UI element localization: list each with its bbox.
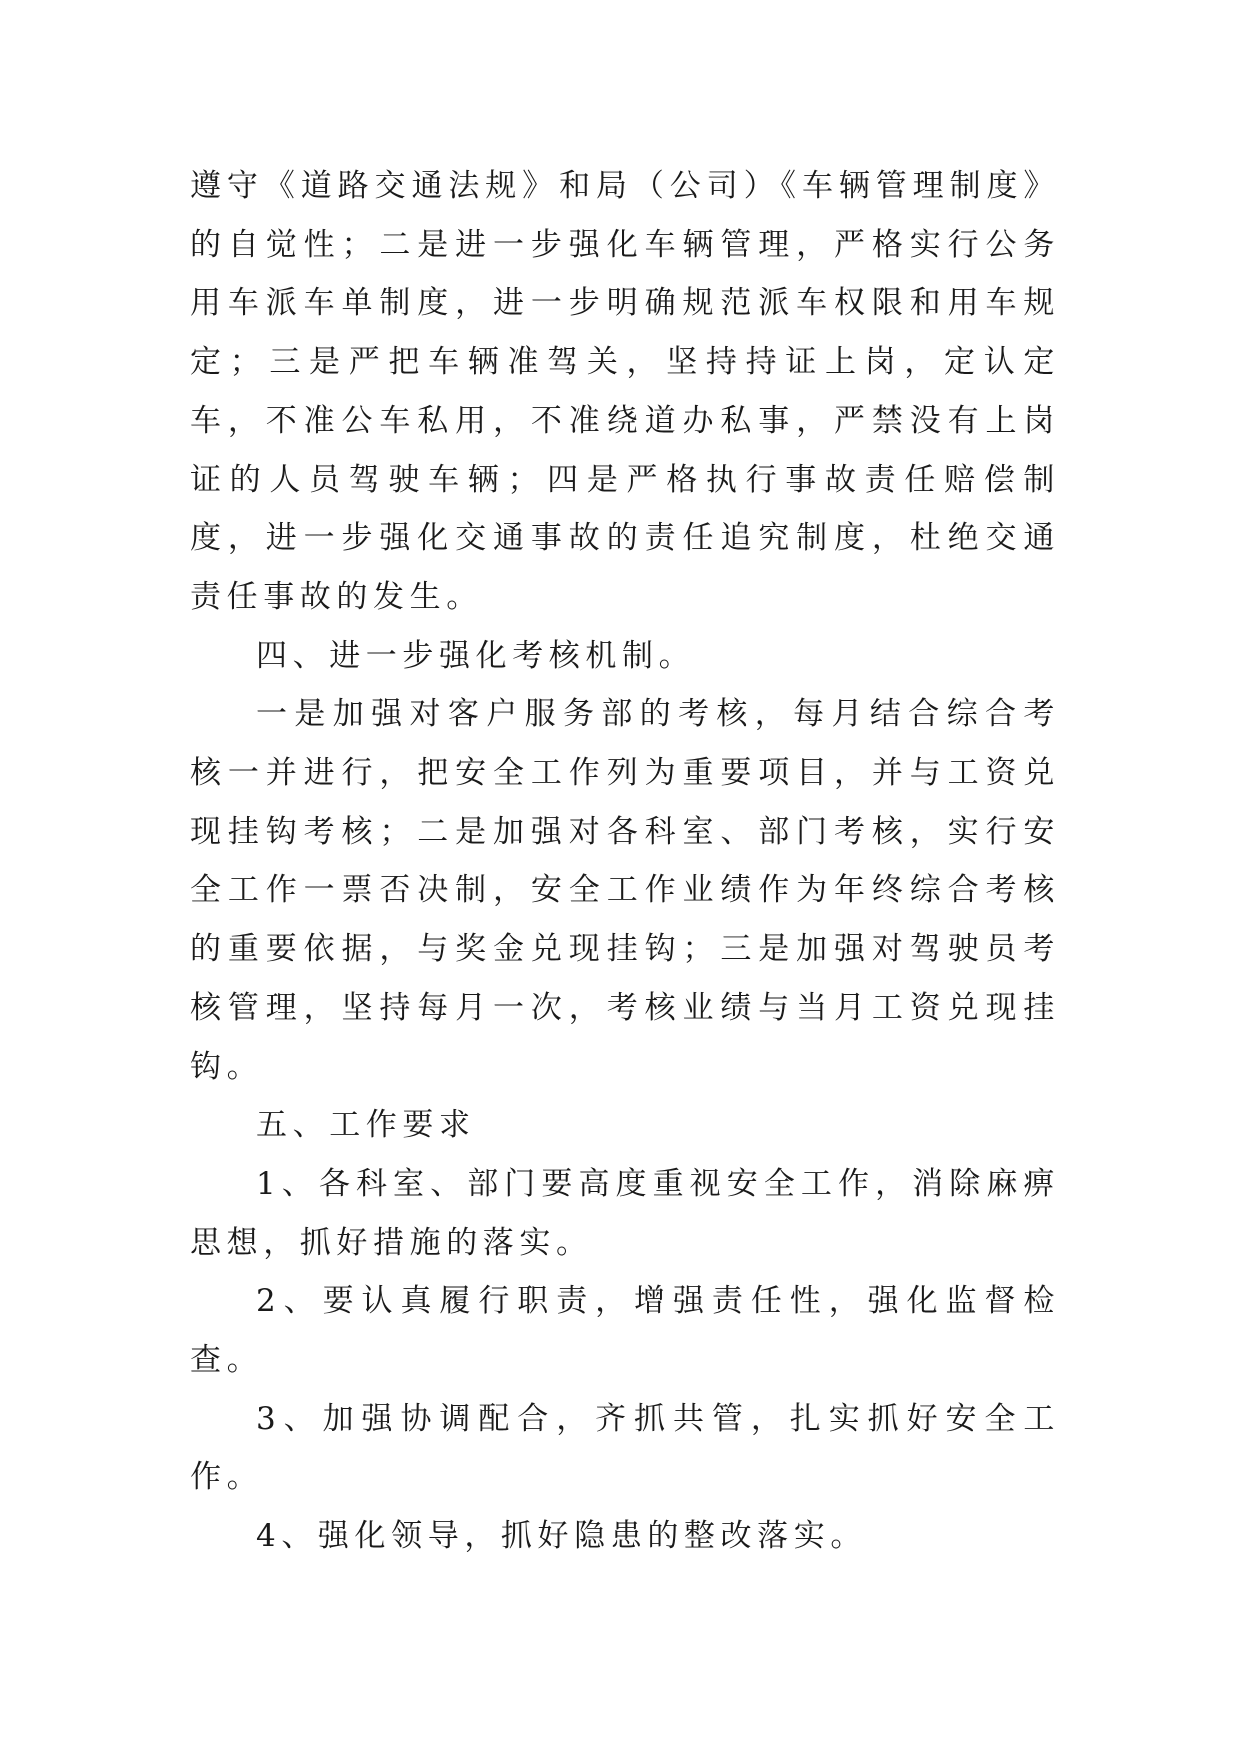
paragraph-vehicle-management: 遵守《道路交通法规》和局（公司）《车辆管理制度》的自觉性；二是进一步强化车辆管理，严格实行公务用车派车单制度，进一步明确规范派车权限和用车规定；三是严把车辆准驾关，坚持持证上岗，定认定车，不准公车私用，不准绕道办私事，严禁没有上岗证的人员驾驶车辆；四是严格执行事故责任赔偿制度，进一步强化交通事故的责任追究制度，杜绝交通责任事故的发生。 xyxy=(190,168,1060,615)
requirement-item-4: 4、强化领导，抓好隐患的整改落实。 xyxy=(256,1518,867,1555)
document-body xyxy=(190,157,1060,1566)
requirement-item-2: 2、要认真履行职责，增强责任性，强化监督检查。 xyxy=(190,1283,1060,1379)
heading-section-five: 五、工作要求 xyxy=(256,1107,476,1144)
requirement-item-3: 3、加强协调配合，齐抓共管，扎实抓好安全工作。 xyxy=(190,1400,1060,1496)
requirement-item-1: 1、各科室、部门要高度重视安全工作，消除麻痹思想，抓好措施的落实。 xyxy=(190,1165,1060,1261)
paragraph-assessment: 一是加强对客户服务部的考核，每月结合综合考核一并进行，把安全工作列为重要项目，并与工资兑现挂钩考核；二是加强对各科室、部门考核，实行安全工作一票否决制，安全工作业绩作为年终综合考核的重要依据，与奖金兑现挂钩；三是加强对驾驶员考核管理，坚持每月一次，考核业绩与当月工资兑现挂钩。 xyxy=(190,696,1060,1085)
heading-section-four: 四、进一步强化考核机制。 xyxy=(256,637,696,674)
